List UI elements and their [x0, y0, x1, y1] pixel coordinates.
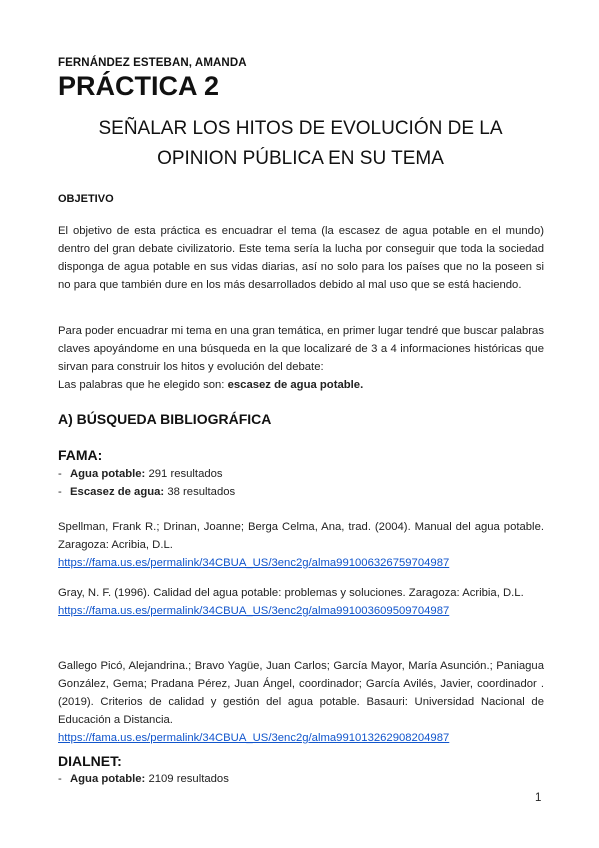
bullet-value: 291 resultados: [145, 468, 223, 480]
subtitle-line-1: SEÑALAR LOS HITOS DE EVOLUCIÓN DE LA: [98, 118, 503, 139]
objective-heading: OBJETIVO: [58, 193, 114, 205]
fama-heading: FAMA:: [58, 447, 103, 463]
objective-paragraph-2-text: Para poder encuadrar mi tema en una gran temática, en primer lugar tendré que buscar palabras claves apoyándome en una búsqueda en la que localizaré de 3 a 4 informaciones históricas que sirvan para construir los hitos y evolución del debate:: [58, 325, 544, 373]
fama-bullet-1: [58, 468, 223, 480]
bullet-value: 38 resultados: [164, 486, 236, 498]
reference-text: Spellman, Frank R.; Drinan, Joanne; Berga Celma, Ana, trad. (2004). Manual del agua potable. Zaragoza: Acribia, D.L.: [58, 521, 544, 551]
bullet-value: 2109 resultados: [145, 773, 229, 785]
objective-paragraph-1: El objetivo de esta práctica es encuadrar el tema (la escasez de agua potable en el mundo) dentro del gran debate civilizatorio. Este tema sería la lucha por conseguir que toda la sociedad disponga de agua potable en sus vidas diarias, así no solo para los países que no la poseen si no para que también dure en los más desarrollados debido al mal uso que se está haciendo.: [58, 225, 544, 291]
bullet-dash: -: [58, 468, 62, 480]
reference-text: Gray, N. F. (1996). Calidad del agua potable: problemas y soluciones. Zaragoza: Acribia, D.L.: [58, 587, 524, 599]
dialnet-heading: DIALNET:: [58, 753, 122, 769]
dialnet-bullet-1: [58, 773, 229, 785]
page-number: 1: [535, 792, 542, 804]
bullet-dash: -: [58, 486, 62, 498]
practice-title: PRÁCTICA 2: [58, 71, 220, 101]
bullet-term: Agua potable:: [70, 468, 146, 480]
reference-text: Gallego Picó, Alejandrina.; Bravo Yagüe, Juan Carlos; García Mayor, María Asunción.; Paniagua González, Gema; Pradana Pérez, Juan Ángel, coordinador; García Avilés, Javier, coordinador . (2019). Criterios de calidad y gestión del agua potable. Basauri: Universidad Nacional de Educación a Distancia.: [58, 660, 544, 726]
reference-1: [58, 518, 544, 572]
author-name: FERNÁNDEZ ESTEBAN, AMANDA: [58, 57, 247, 69]
objective-paragraph-2: [58, 322, 544, 394]
bullet-term: Agua potable:: [70, 773, 146, 785]
bullet-dash: -: [58, 773, 62, 785]
reference-link[interactable]: https://fama.us.es/permalink/34CBUA_US/3enc2g/alma991006326759704987: [58, 557, 450, 569]
reference-link[interactable]: https://fama.us.es/permalink/34CBUA_US/3enc2g/alma991013262908204987: [58, 732, 450, 744]
fama-bullet-2: [58, 486, 235, 498]
keywords-prefix: Las palabras que he elegido son:: [58, 379, 228, 391]
section-a-heading: A) BÚSQUEDA BIBLIOGRÁFICA: [58, 411, 272, 427]
subtitle-line-2: OPINION PÚBLICA EN SU TEMA: [157, 148, 444, 169]
keywords: escasez de agua potable.: [227, 379, 364, 391]
reference-3: [58, 657, 544, 747]
reference-link[interactable]: https://fama.us.es/permalink/34CBUA_US/3enc2g/alma991003609509704987: [58, 605, 450, 617]
reference-2: [58, 584, 544, 620]
bullet-term: Escasez de agua:: [70, 486, 165, 498]
